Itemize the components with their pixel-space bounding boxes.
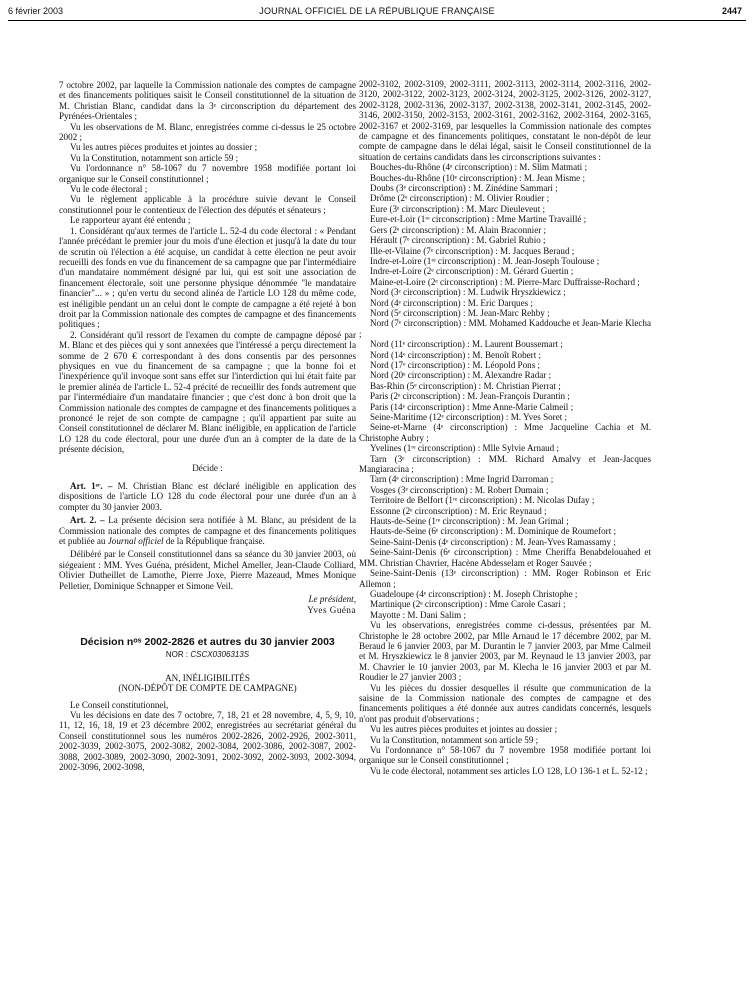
list-item: Drôme (2ᵉ circonscription) : M. Olivier Roudier ; — [370, 193, 550, 204]
article-1-label: Art. 1ᵉʳ. – — [70, 481, 113, 492]
paragraph: 2002-3102, 2002-3109, 2002-3111, 2002-3113, 2002-3114, 2002-3116, 2002-3120, 2002-3122, 2002-3123, 2002-3124, 2002-3125, 2002-3126, 2002-3127, 2002-3128, 2002-3136, 2002-3137, 2002-3138, 2002-3141, 2002-3145, 2002-3146, 2002-3150, 2002-3153, 2002-3161, 2002-3162, 2002-3164, 2002-3165, 2002-3167 et 2002-3169, par lesquelles la Commission nationale des comptes de campagne et des financements politiques, constatant le non-dépôt de leur compte de campagne dans le délai légal, saisit le Conseil constitutionnel de la situation de certains candidats dans les circonscriptions suivantes : — [359, 79, 651, 162]
paragraph: 2. Considérant qu'il ressort de l'examen du compte de campagne déposé par M. Blanc et des pièces qui y sont annexées que l'intéressé a perçu directement la somme de 2 670 € correspondant à des dons consentis par des personnes physiques en vue du financement de sa campagne ; que la bonne foi et l'inexpérience qu'il invoque sont sans effet sur l'interdiction qui lui était faite par le premier alinéa de l'article L. 52-4 précité de recueillir des fonds autrement que par l'intermédiaire d'un mandataire financier ; que c'est donc à bon droit que la Commission nationale des comptes de campagne et des financements politiques a prononcé le rejet de son compte de campagne ; qu'il appartient par suite au Conseil constitutionnel de déclarer M. Blanc inéligible, en application de l'article LO 128 du code électoral, pour une durée d'un an à compter de la date de la présente décision, — [59, 329, 356, 455]
list-item: Nord (3ᵉ circonscription) : M. Ludwik Hryszkiewicz ; — [370, 287, 566, 298]
list-item: Nord (7ᵉ circonscription) : MM. Mohamed Kaddouche et Jean-Marie Klecha ; — [359, 318, 651, 339]
list-item: Nord (14ᵉ circonscription) : M. Benoît Robert ; — [370, 349, 542, 360]
list-item: Tarn (4ᵉ circonscription) : Mme Ingrid Darroman ; — [370, 474, 554, 485]
page-header — [8, 6, 746, 20]
list-item: Bouches-du-Rhône (10ᵉ circonscription) : M. Jean Misme ; — [370, 172, 585, 183]
paragraph: Vu l'ordonnance n° 58-1067 du 7 novembre 1958 modifiée portant loi organique sur le Conseil constitutionnel ; — [59, 163, 356, 184]
section-subheading: (NON-DÉPÔT DE COMPTE DE CAMPAGNE) — [118, 683, 297, 694]
list-item: Gers (2ᵉ circonscription) : M. Alain Braconnier ; — [370, 224, 547, 235]
paragraph: Le rapporteur ayant été entendu ; — [70, 215, 191, 226]
list-item: Guadeloupe (4ᵉ circonscription) : M. Joseph Christophe ; — [370, 588, 578, 599]
header-rule — [8, 20, 746, 21]
paragraph: 1. Considérant qu'aux termes de l'article L. 52-4 du code électoral : « Pendant l'année précédant le premier jour du mois d'une élection et jusqu'à la date du tour de scrutin où l'élection a été acquise, un candidat à cette élection ne peut avoir recueilli des fonds en vue du financement de sa campagne que par l'intermédiaire d'un mandataire nommément désigné par lui, qui est soit une association de financement électorale, soit une personne physique dénommée "le mandataire financier"... » ; qu'en vertu du second alinéa de l'article LO 128 du même code, est inéligible pendant un an celui dont le compte de campagne a été rejeté à bon droit par la Commission nationale des comptes de campagne et des financements politiques ; — [59, 225, 356, 330]
list-item: Territoire de Belfort (1ʳᵉ circonscription) : M. Nicolas Dufay ; — [370, 495, 595, 506]
list-item: Maine-et-Loire (2ᵉ circonscription) : M. Pierre-Marc Duffraisse-Rochard ; — [370, 276, 640, 287]
list-item: Nord (4ᵉ circonscription) : M. Eric Darques ; — [370, 297, 533, 308]
paragraph: Vu les décisions en date des 7 octobre, 7, 18, 21 et 28 novembre, 4, 5, 9, 10, 11, 12, 16, 18, 19 et 23 décembre 2002, enregistrées au secrétariat général du Conseil constitutionnel sous les numéros 2002-2826, 2002-2926, 2002-3011, 2002-3039, 2002-3075, 2002-3082, 2002-3084, 2002-3086, 2002-3087, 2002-3088, 2002-3089, 2002-3090, 2002-3091, 2002-3092, 2002-3093, 2002-3094, 2002-3096, 2002-3098, — [59, 709, 356, 772]
list-item: Essonne (2ᵉ circonscription) : M. Eric Reynaud ; — [370, 505, 547, 516]
journal-officiel-ref: Journal officiel — [107, 536, 164, 547]
paragraph: Vu les autres pièces produites et jointes au dossier ; — [70, 142, 258, 153]
journal-title: JOURNAL OFFICIEL DE LA RÉPUBLIQUE FRANÇAISE — [259, 6, 495, 16]
article-1 — [59, 481, 356, 512]
signature: Yves Guéna — [307, 604, 356, 615]
article-2 — [59, 515, 356, 546]
list-item: Seine-Saint-Denis (4ᵉ circonscription) : M. Jean-Yves Ramassamy ; — [370, 536, 616, 547]
list-item: Paris (2ᵉ circonscription) : M. Jean-François Durantin ; — [370, 391, 570, 402]
list-item: Seine-Saint-Denis (13ᵉ circonscription) : MM. Roger Robinson et Eric Allemon ; — [359, 568, 651, 589]
list-item: Hérault (7ᵉ circonscription) : M. Gabriel Rubio ; — [370, 235, 546, 246]
paragraph: Vu les observations de M. Blanc, enregistrées comme ci-dessus le 25 octobre 2002 ; — [59, 121, 356, 143]
article-2-text: La présente décision sera notifiée à M. Blanc, au président de la Commission nationale des comptes de campagne et des financements politiques et publiée au — [59, 515, 356, 547]
list-item: Seine-Saint-Denis (6ᵉ circonscription) : Mme Cheriffa Benabdelouahed et MM. Christian Chavrier, Hacène Abdesselam et Roger Sauvée ; — [359, 547, 651, 568]
list-item: Martinique (2ᵉ circonscription) : Mme Carole Casari ; — [370, 599, 566, 610]
list-item: Nord (20ᵉ circonscription) : M. Alexandre Radar ; — [370, 370, 552, 381]
paragraph: Vu l'ordonnance n° 58-1067 du 7 novembre 1958 modifiée portant loi organique sur le Conseil constitutionnel ; — [359, 745, 651, 766]
header-date: 6 février 2003 — [8, 6, 64, 16]
article-2-label: Art. 2. – — [70, 515, 105, 526]
list-item: Nord (11ᵉ circonscription) : M. Laurent Boussemart ; — [370, 339, 563, 350]
list-item: Indre-et-Loire (2ᵉ circonscription) : M. Gérard Guertin ; — [370, 266, 574, 277]
paragraph: Vu la Constitution, notamment son article 59 ; — [70, 152, 239, 163]
list-item: Paris (14ᵉ circonscription) : Mme Anne-Marie Calmeil ; — [370, 401, 574, 412]
list-item: Vosges (3ᵉ circonscription) : M. Robert Dumain ; — [370, 484, 549, 495]
right-column — [359, 79, 651, 776]
list-item: Seine-Maritime (12ᵉ circonscription) : M. Yves Soret ; — [370, 412, 568, 422]
list-item: Nord (5ᵉ circonscription) : M. Jean-Marc Rehby ; — [370, 307, 550, 318]
paragraph: Vu le code électoral, notamment ses articles LO 128, LO 136-1 et L. 52-12 ; — [370, 765, 648, 776]
list-item: Hauts-de-Seine (6ᵉ circonscription) : M. Dominique de Roumefort ; — [370, 526, 617, 537]
paragraph: Vu la Constitution, notamment son article 59 ; — [370, 734, 539, 745]
paragraph: Vu les pièces du dossier desquelles il résulte que communication de la saisine de la Commission nationale des comptes de campagne et des financements politiques a été donnée aux autres candidats concernés, lesquels n'ont pas produit d'observations ; — [359, 682, 651, 724]
page-number: 2447 — [721, 6, 742, 16]
president-label: Le président, — [308, 594, 356, 605]
nor-code: CSCX0306313S — [190, 650, 250, 660]
list-item: Bas-Rhin (5ᵉ circonscription) : M. Christian Pierrat ; — [370, 380, 561, 391]
list-item: Eure (3ᵉ circonscription) : M. Marc Dieuleveut ; — [370, 203, 546, 214]
decide-heading: Décide : — [192, 462, 223, 473]
list-item: Tarn (3ᵉ circonscription) : MM. Richard Amalvy et Jean-Jacques Mangiaracina ; — [359, 453, 651, 475]
paragraph: Le Conseil constitutionnel, — [70, 699, 169, 710]
paragraph: Vu les observations, enregistrées comme ci-dessus, présentées par M. Christophe le 28 octobre 2002, par Mlle Arnaud le 17 décembre 2002, par M. Beraud le 6 janvier 2003, par M. Durantin le 7 janvier 2003, par Mme Calmeil et M. Hryszkiewicz le 8 janvier 2003, par M. Reynaud le 13 janvier 2003, par M. Chavrier le 10 janvier 2003, par M. Klecha le 16 janvier 2003 et par M. Roudier le 27 janvier 2003 ; — [359, 620, 651, 683]
list-item: Doubs (3ᵉ circonscription) : M. Zinédine Sammari ; — [370, 183, 558, 194]
list-item: Nord (17ᵉ circonscription) : M. Léopold Pons ; — [370, 359, 541, 370]
nor-reference — [59, 650, 356, 660]
article-2-text-end: de la République française. — [163, 536, 265, 547]
list-item: Yvelines (1ʳᵉ circonscription) : Mlle Sylvie Arnaud ; — [370, 443, 560, 454]
paragraph: Vu le règlement applicable à la procédure suivie devant le Conseil constitutionnel pour le contentieux de l'élection des députés et sénateurs ; — [59, 194, 356, 215]
nor-label: NOR : — [165, 650, 189, 660]
decision-title: Décision nᵒˢ 2002-2826 et autres du 30 janvier 2003 — [80, 635, 335, 648]
paragraph: 7 octobre 2002, par laquelle la Commission nationale des comptes de campagne et des financements politiques saisit le Conseil constitutionnel de la situation de M. Christian Blanc, candidat dans la 3ᵉ circonscription du département des Pyrénées-Orientales ; — [59, 80, 356, 122]
list-item: Mayotte : M. Dani Salim ; — [370, 609, 466, 620]
list-item: Indre-et-Loire (1ʳᵉ circonscription) : M. Jean-Joseph Toulouse ; — [370, 255, 600, 266]
paragraph: Vu le code électoral ; — [70, 184, 148, 195]
left-column — [59, 80, 356, 772]
list-item: Seine-et-Marne (4ᵉ circonscription) : Mme Jacqueline Cachia et M. Christophe Aubry ; — [359, 422, 651, 443]
deliberation: Délibéré par le Conseil constitutionnel dans sa séance du 30 janvier 2003, où siégeaient : MM. Yves Guéna, président, Michel Ameller, Jean-Claude Colliard, Olivier Dutheillet de Lamothe, Pierre Joxe, Pierre Mazeaud, Mmes Monique Pelletier, Dominique Schnapper et Simone Veil. — [59, 549, 356, 591]
section-heading: AN, INÉLIGIBILITÉS — [165, 672, 250, 683]
list-item: Hauts-de-Seine (1ʳᵉ circonscription) : M. Jean Grimal ; — [370, 516, 569, 527]
list-item: Bouches-du-Rhône (4ᵉ circonscription) : M. Slim Matmati ; — [370, 162, 588, 173]
list-item: Eure-et-Loir (1ʳᵉ circonscription) : Mme Martine Travaillé ; — [370, 214, 587, 225]
paragraph: Vu les autres pièces produites et jointes au dossier ; — [370, 724, 558, 735]
list-item: Ille-et-Vilaine (7ᵉ circonscription) : M. Jacques Beraud ; — [370, 245, 575, 256]
circonscription-list — [359, 162, 651, 620]
article-1-text: M. Christian Blanc est déclaré inéligible en application des dispositions de l'article LO 128 du code électoral pour une durée d'un an à compter du 30 janvier 2003. — [59, 481, 356, 512]
